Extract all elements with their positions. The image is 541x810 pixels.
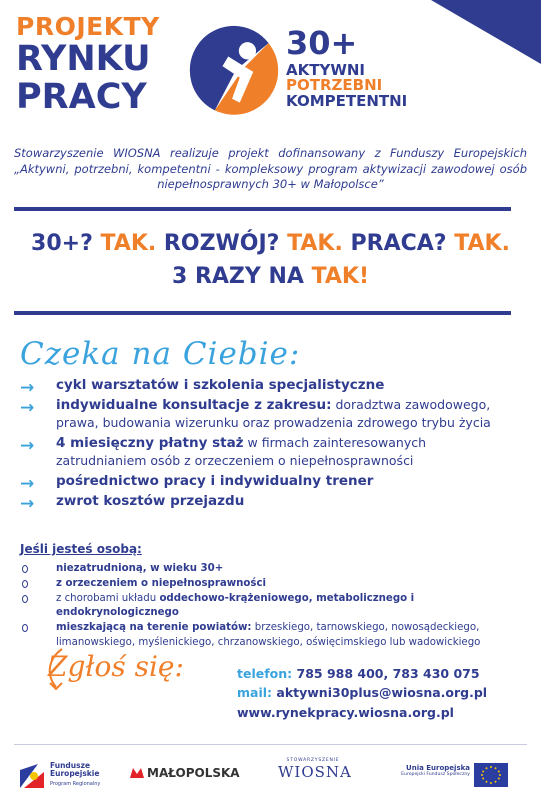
arrow-right-icon: →: [20, 435, 35, 456]
bullet-icon: [22, 580, 28, 588]
bullet-icon: [22, 595, 28, 603]
list-item: [20, 492, 520, 514]
benefits-list: [20, 377, 520, 513]
benefit-rest: w firmach zainteresowanych zatrudnianiem osób z orzeczeniem o niepełnosprawności: [56, 434, 427, 468]
divider-bottom: [14, 311, 511, 315]
list-item: [20, 435, 520, 471]
slogan-part: ROZWÓJ?: [163, 231, 280, 256]
contact-mail-row: [237, 683, 487, 702]
condition-bold: mieszkającą na terenie powiatów:: [56, 622, 252, 634]
conditions-list: [20, 562, 525, 651]
conditions-title: Jeśli jesteś osobą:: [20, 542, 142, 556]
brand-kompetentni: KOMPETENTNI: [286, 92, 408, 111]
corner-triangle: [431, 0, 541, 64]
list-item: [20, 397, 520, 433]
bullet-icon: [22, 565, 28, 573]
slogan-part: PRACA?: [350, 231, 447, 256]
wiosna-logo: [278, 758, 352, 781]
brand-line-1: PROJEKTY: [16, 12, 160, 41]
footer-divider: [14, 744, 527, 745]
wiosna-small-text: STOWARZYSZENIE: [286, 758, 340, 763]
condition-bold: z orzeczeniem o niepełnosprawności: [56, 577, 266, 589]
contact-phone-row: [237, 664, 487, 683]
divider-top: [14, 207, 511, 211]
benefits-title: Czeka na Ciebie:: [20, 336, 301, 372]
ue-line-1: Unia Europejska: [406, 764, 470, 772]
benefit-bold: pośrednictwo pracy i indywidualny trener: [56, 472, 374, 489]
bullet-icon: [22, 624, 28, 632]
phone-label: telefon:: [237, 666, 293, 681]
slogan-part: 30+?: [31, 231, 93, 256]
condition-text: z chorobami układu: [56, 592, 160, 604]
condition-bold: oddechowo-krążeniowego, metabolicznego i endokrynologicznego: [56, 592, 415, 619]
ue-line-2: Europejski Fundusz Społeczny: [401, 772, 470, 777]
fe-text: [50, 762, 99, 779]
fe-line-3: Program Regionalny: [50, 781, 101, 787]
list-item: [20, 621, 525, 651]
condition-text: brzeskiego, tarnowskiego, nowosądeckiego, limanowskiego, myślenickiego, chrzanowskiego, oświęcimskiego lub wadowickiego: [56, 622, 481, 648]
fe-line-1: Fundusze: [50, 761, 91, 770]
ue-logo-text: [392, 764, 470, 777]
malopolska-logo: [130, 766, 240, 780]
phone-value[interactable]: 785 988 400, 783 430 075: [296, 666, 480, 681]
fundusze-europejskie-logo: [18, 760, 130, 794]
mail-link[interactable]: aktywni30plus@wiosna.org.pl: [276, 685, 488, 701]
brand-aktywni: AKTYWNI: [286, 60, 366, 79]
slogan-part: TAK.: [287, 231, 343, 256]
list-item: [20, 377, 520, 398]
arrow-right-icon: →: [20, 397, 35, 418]
slogan-part: TAK.: [100, 231, 157, 256]
fe-line-2: Europejskie: [50, 769, 100, 779]
list-item: [20, 562, 525, 577]
benefit-bold: indywidualne konsultacje z zakresu:: [56, 396, 332, 413]
malopolska-text: MAŁOPOLSKA: [147, 766, 240, 780]
list-item: [20, 472, 520, 494]
brand-line-3: PRACY: [16, 77, 147, 117]
benefit-rest: doradztwa zawodowego, prawa, budowania wizerunku oraz prowadzenia zdrowego trybu życia: [56, 396, 491, 430]
eu-flag-icon: [474, 763, 508, 787]
arrow-right-icon: →: [20, 493, 35, 514]
wiosna-big-text: WIOSNA: [278, 763, 352, 781]
benefit-bold: cykl warsztatów i szkolenia specjalistyczne: [56, 377, 385, 393]
condition-bold: niezatrudnioną, w wieku 30+: [56, 563, 224, 574]
slogan-part: 3 RAZY NA: [172, 264, 304, 289]
projekty-rynku-pracy-logo: [16, 12, 160, 117]
slogan-part: TAK.: [454, 231, 510, 256]
arrow-right-icon: →: [20, 473, 35, 494]
brand-potrzebni: POTRZEBNI: [286, 76, 383, 95]
list-item: [20, 577, 525, 592]
contact-www-row: [237, 703, 487, 722]
contact-block: [237, 664, 487, 722]
signup-script: Zgłoś się:: [48, 650, 184, 683]
mail-label: mail:: [237, 685, 273, 701]
benefit-bold: zwrot kosztów przejazdu: [56, 492, 245, 509]
slogan-line-1: [0, 231, 541, 256]
slogan-line-2: [0, 264, 541, 289]
slogan-part: TAK!: [311, 264, 369, 289]
arrow-right-icon: →: [20, 378, 35, 398]
aktywni-logo-text: [286, 24, 408, 111]
brand-line-2: RYNKU: [16, 39, 151, 79]
brand-30plus: 30+: [286, 24, 358, 62]
list-item: [20, 592, 525, 622]
intro-text: Stowarzyszenie WIOSNA realizuje projekt dofinansowany z Funduszy Europejskich „Aktywni, potrzebni, kompetentni - kompleksowy program aktywizacji zawodowej osób niepełnosprawnych 30+ w Małopolsce”: [14, 146, 527, 192]
www-link[interactable]: www.rynekpracy.wiosna.org.pl: [237, 704, 454, 720]
benefit-bold: 4 miesięczny płatny staż: [56, 434, 244, 451]
malopolska-crown-icon: [130, 768, 144, 778]
fe-star-flag-icon: [18, 762, 46, 790]
project-circle-logo-icon: [186, 22, 282, 118]
